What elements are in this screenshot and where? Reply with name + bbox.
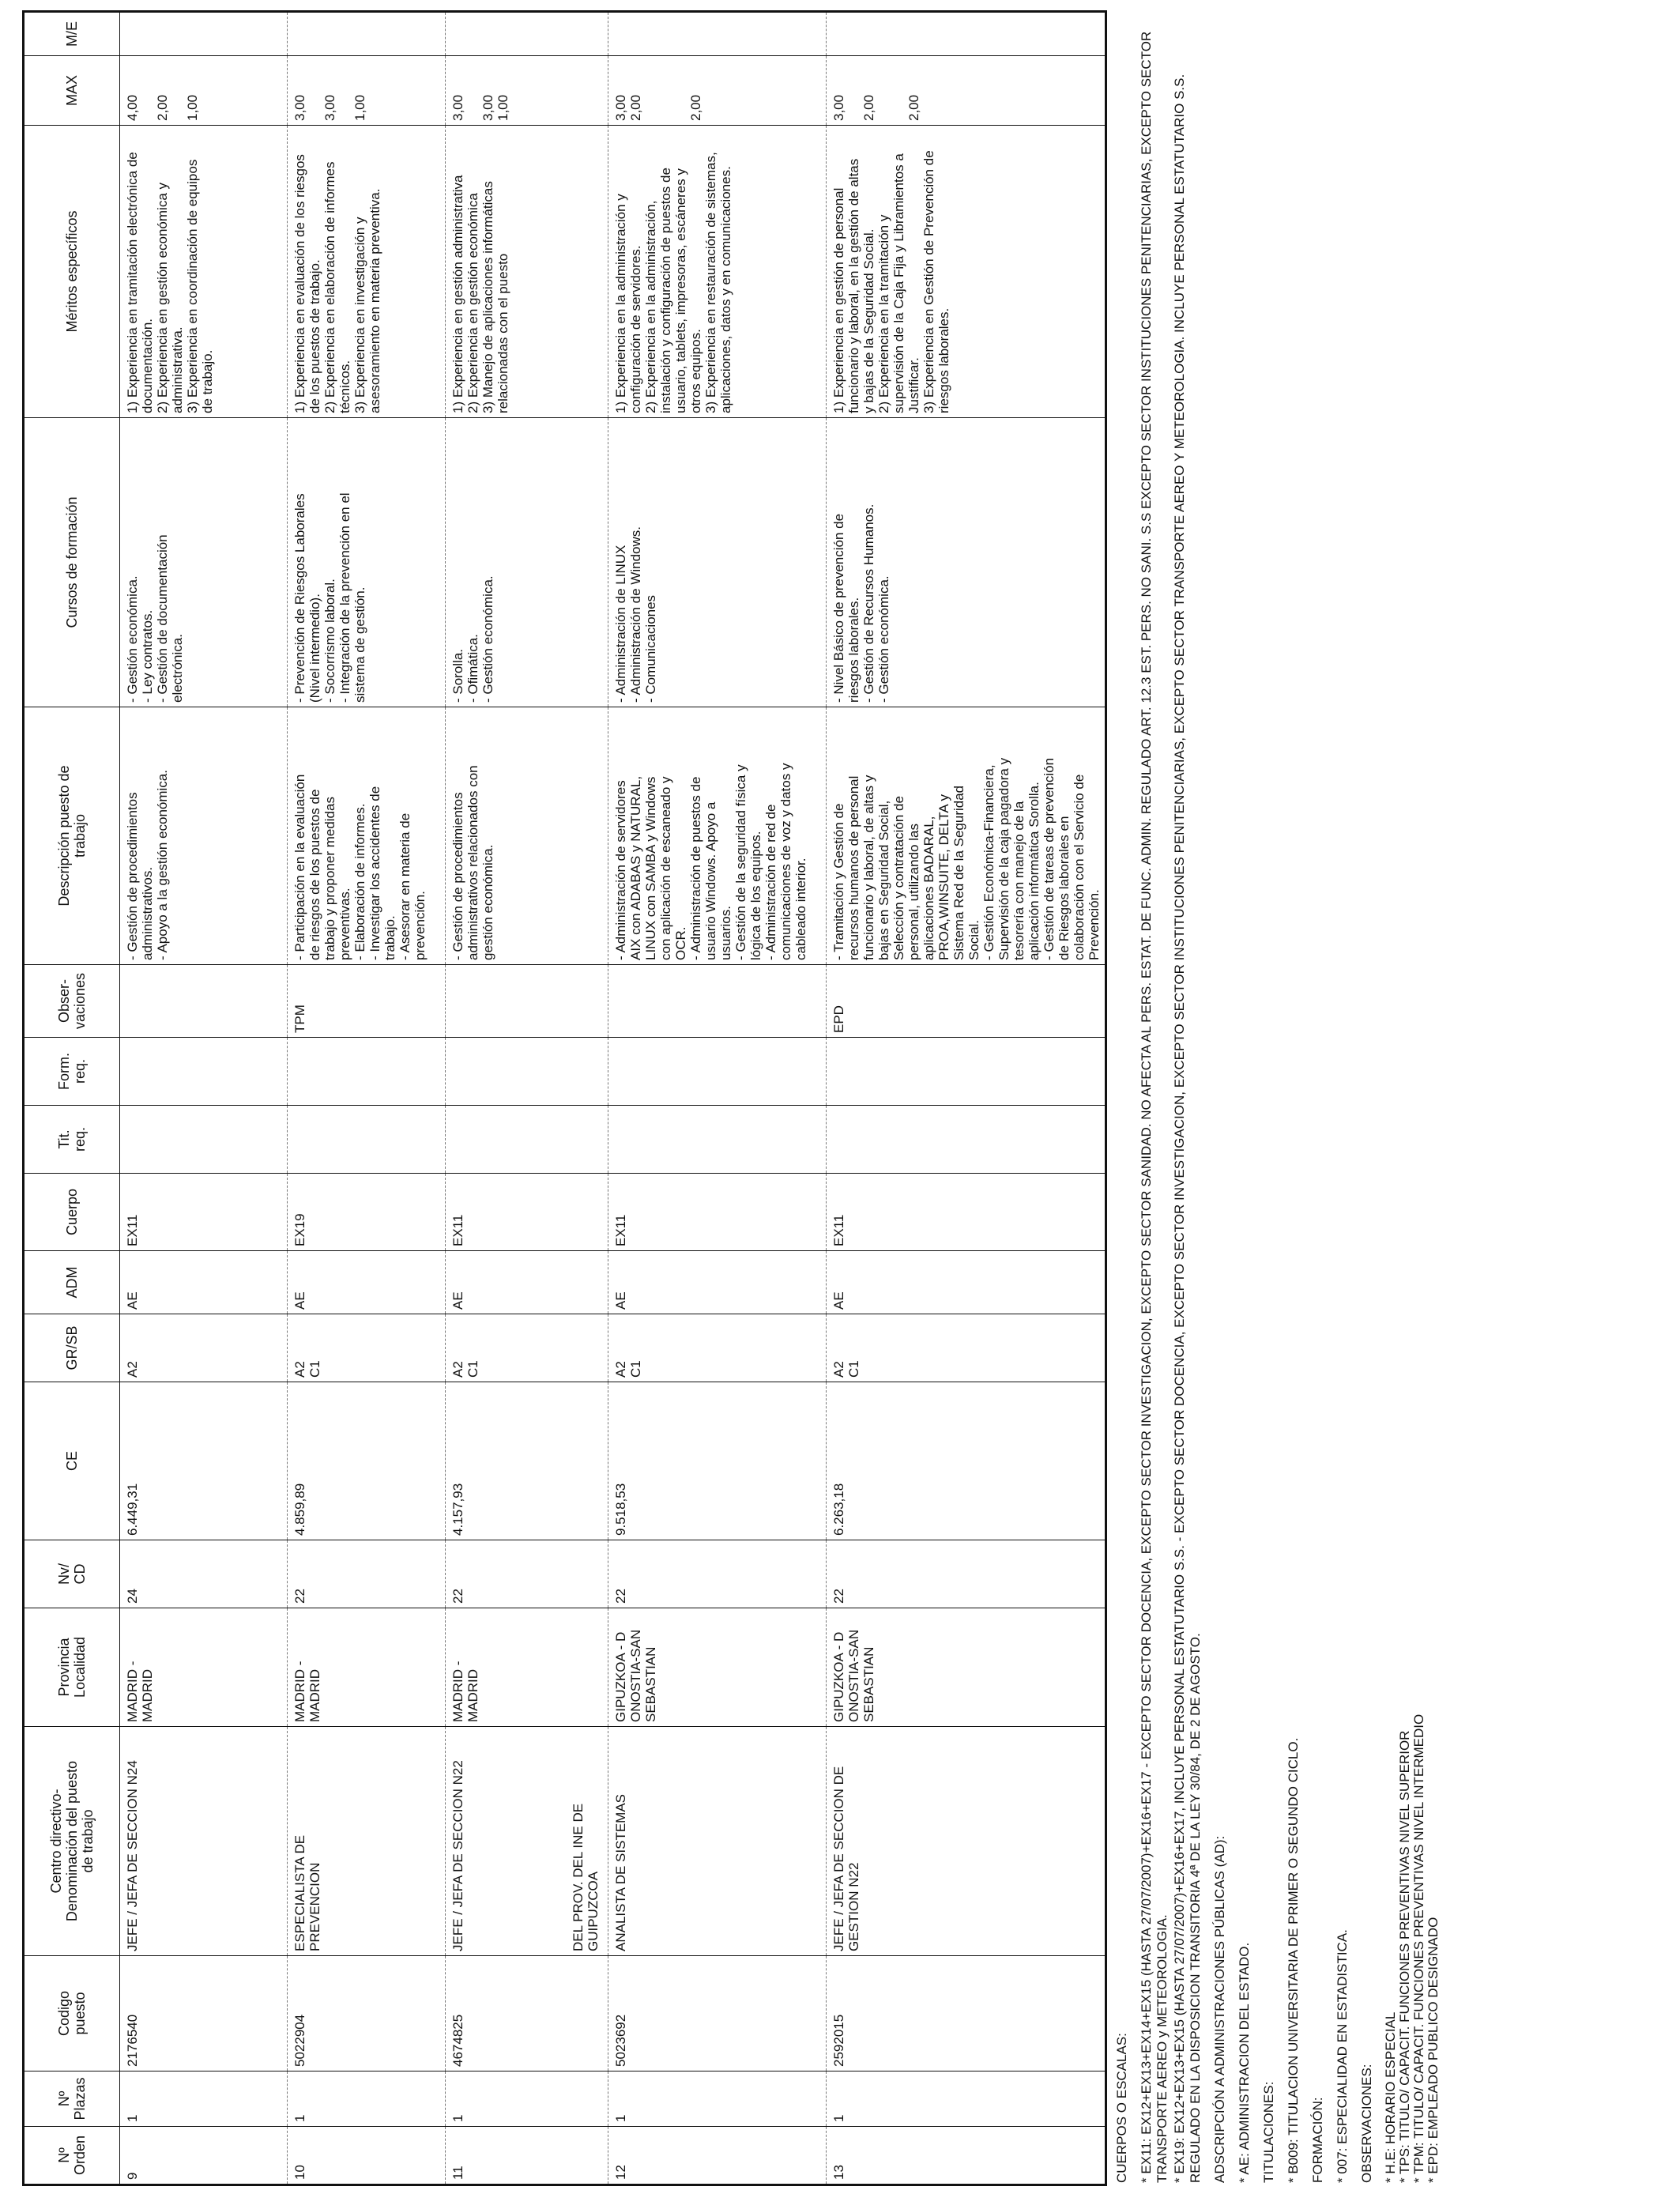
- cell-provincia: MADRID - MADRID: [446, 1608, 608, 1727]
- cell-meritos: 1) Experiencia en la administración y configuración de servidores. 2) Experiencia en la administración, instalación y configuración de puestos de usuario, tablets, impresoras, escáneres y otros equipos. 3) Experiencia en restauración de sistemas, aplicaciones, datos y en comunicaciones.: [608, 126, 827, 418]
- cell-obs: EPD: [827, 965, 1106, 1038]
- cell-codigo: 5022904: [288, 1956, 446, 2071]
- cell-orden: 12: [608, 2127, 827, 2185]
- cell-descripcion: - Administración de servidores AIX con ADABAS y NATURAL, LINUX con SAMBA y Windows con aplicación de escaneado y OCR. - Administración de puestos de usuario Windows. Apoyo a usuarios. - Gestión de la seguridad física y lógica de los equipos. - Administración de red de comunicaciones de voz y datos y cableado interior.: [608, 707, 827, 965]
- legend-observaciones-heading: OBSERVACIONES:: [1359, 2064, 1374, 2183]
- cell-obs: [608, 965, 827, 1038]
- legend-adscripcion-heading: ADSCRIPCIÓN A ADMINISTRACIONES PÚBLICAS (AD):: [1212, 1835, 1227, 2183]
- cell-grsb: A2 C1: [288, 1314, 446, 1382]
- legend-observaciones-list: * H.E: HORARIO ESPECIAL * TPS: TITULO/ CAPACIT. FUNCIONES PREVENTIVAS NIVEL SUPERIOR * TPM: TITULO/ CAPACIT. FUNCIONES PREVENTIVAS NIVEL INTERMEDIO * EPD: EMPLEADO PUBLICO DESIGNADO: [1383, 1713, 1441, 2183]
- cell-orden: 9: [120, 2127, 288, 2185]
- cell-max: 4,00 2,00 1,00: [120, 56, 288, 126]
- cell-provincia: MADRID - MADRID: [120, 1608, 288, 1727]
- cell-me: [120, 12, 288, 56]
- header-grsb: GR/SB: [24, 1314, 120, 1382]
- header-descripcion: Descripción puesto de trabajo: [24, 707, 120, 965]
- cell-max: 3,00 3,00 1,00: [446, 56, 608, 126]
- cell-descripcion: - Tramitación y Gestión de recursos humanos de personal funcionario y laboral, de altas y bajas en Seguridad Social, Selección y contratación de personal, utilizando las aplicaciones BADARAL, PROA,WINSUITE, DELTA y Sistema Red de la Seguridad Social. - Gestión Económica-Financiera, Supervisión de la caja pagadora y tesorería con manejo de la aplicación informática Sorolla. - Gestión de tareas de prevención de Riesgos laborales en colaboración con el Servicio de Prevención.: [827, 707, 1106, 965]
- table-row: [288, 12, 446, 2185]
- cell-codigo: 4674825: [446, 1956, 608, 2071]
- legend-formacion-heading: FORMACIÓN:: [1310, 2097, 1325, 2183]
- cell-form: [827, 1038, 1106, 1106]
- cell-orden: 13: [827, 2127, 1106, 2185]
- cell-nivel: 22: [827, 1540, 1106, 1608]
- cell-cursos: - Prevención de Riesgos Laborales (Nivel intermedio). - Socorrismo laboral. - Integración de la prevención en el sistema de gestión.: [288, 418, 446, 707]
- header-adm: ADM: [24, 1251, 120, 1314]
- cell-plazas: 1: [120, 2071, 288, 2127]
- cell-tit: [827, 1106, 1106, 1174]
- cell-orden: 11: [446, 2127, 608, 2185]
- cell-provincia: GIPUZKOA - D ONOSTIA-SAN SEBASTIAN: [827, 1608, 1106, 1727]
- cell-cursos: - Sorolla. - Ofimática. - Gestión económica.: [446, 418, 608, 707]
- legend-titulaciones-heading: TITULACIONES:: [1261, 2081, 1276, 2183]
- cell-cuerpo: EX19: [288, 1174, 446, 1251]
- header-nivel: Nv/ CD: [24, 1540, 120, 1608]
- cell-nivel: 24: [120, 1540, 288, 1608]
- cell-ce: 4.859,89: [288, 1382, 446, 1540]
- header-provincia: Provincia Localidad: [24, 1608, 120, 1727]
- cell-orden: 10: [288, 2127, 446, 2185]
- cell-adm: AE: [288, 1251, 446, 1314]
- cell-meritos: 1) Experiencia en tramitación electrónica de documentación. 2) Experiencia en gestión económica y administrativa. 3) Experiencia en coordinación de equipos de trabajo.: [120, 126, 288, 418]
- cell-cursos: - Nivel Básico de prevención de riesgos laborales. - Gestión de Recursos Humanos. - Gestión económica.: [827, 418, 1106, 707]
- header-obs: Obser- vaciones: [24, 965, 120, 1038]
- cell-adm: AE: [120, 1251, 288, 1314]
- positions-table: [22, 10, 1107, 2186]
- cell-codigo: 2176540: [120, 1956, 288, 2071]
- cell-max: 3,00 2,00 2,00: [827, 56, 1106, 126]
- cell-me: [827, 12, 1106, 56]
- cell-descripcion: - Participación en la evaluación de riesgos de los puestos de trabajo y proponer medidas preventivas. - Elaboración de informes. - Investigar los accidentes de trabajo. - Asesorar en materia de prevención.: [288, 707, 446, 965]
- cell-nivel: 22: [608, 1540, 827, 1608]
- cell-obs: [120, 965, 288, 1038]
- cell-descripcion: - Gestión de procedimientos administrativos relacionados con gestión económica.: [446, 707, 608, 965]
- header-cursos: Cursos de formación: [24, 418, 120, 707]
- cell-tit: [608, 1106, 827, 1174]
- header-orden: Nº Orden: [24, 2127, 120, 2185]
- cell-tit: [288, 1106, 446, 1174]
- cell-cursos: - Gestión económica. - Ley contratos. - Gestión de documentación electrónica.: [120, 418, 288, 707]
- legend-ae: * AE: ADMINISTRACION DEL ESTADO.: [1237, 1942, 1252, 2183]
- cell-codigo: 5023692: [608, 1956, 827, 2071]
- header-form: Form. req.: [24, 1038, 120, 1106]
- cell-max: 3,00 3,00 1,00: [288, 56, 446, 126]
- cell-cursos: - Administración de LINUX - Administración de Windows. - Comunicaciones: [608, 418, 827, 707]
- table-row: [120, 12, 288, 2185]
- cell-grsb: A2 C1: [608, 1314, 827, 1382]
- legend-007: * 007: ESPECIALIDAD EN ESTADISTICA.: [1335, 1929, 1350, 2183]
- table-row: [827, 12, 1106, 2185]
- cell-form: [608, 1038, 827, 1106]
- cell-obs: [446, 965, 608, 1038]
- cell-meritos: 1) Experiencia en gestión administrativa 2) Experiencia en gestión económica 3) Manejo de aplicaciones informáticas relacionadas con el puesto: [446, 126, 608, 418]
- cell-adm: AE: [608, 1251, 827, 1314]
- legend-cuerpos-heading: CUERPOS O ESCALAS:: [1114, 2033, 1129, 2183]
- cell-ce: 6.263,18: [827, 1382, 1106, 1540]
- cell-me: [446, 12, 608, 56]
- cell-me: [608, 12, 827, 56]
- header-plazas: Nº Plazas: [24, 2071, 120, 2127]
- header-max: MAX: [24, 56, 120, 126]
- cell-provincia: MADRID - MADRID: [288, 1608, 446, 1727]
- legend-ex19: * EX19: EX12+EX13+EX15 (HASTA 27/07/2007)+EX16+EX17, INCLUYE PERSONAL ESTATUTARIO S.S. - EXCEPTO SECTOR DOCENCIA, EXCEPTO SECTOR INVESTIGACION, EXCEPTO SECTOR INSTITUCIONES PENITENCIARIAS, EXCEPTO SECTOR TRANSPORTE AEREO Y METEOROLOGIA. INCLUYE PERSONAL ESTATUTARIO S.S. REGULADO EN LA DISPOSICION TRANSITORIA 4ª DE LA LEY 30/84, DE 2 DE AGOSTO.: [1172, 74, 1203, 2183]
- cell-me: [288, 12, 446, 56]
- cell-tit: [446, 1106, 608, 1174]
- header-meritos: Méritos específicos: [24, 126, 120, 418]
- cell-denominacion: JEFE / JEFA DE SECCION N22 DEL PROV. DEL INE DE GUIPUZCOA: [446, 1727, 608, 1956]
- legend-ex11: * EX11: EX12+EX13+EX14+EX15 (HASTA 27/07/2007)+EX16+EX17 - EXCEPTO SECTOR DOCENCIA, EXCEPTO SECTOR INVESTIGACION, EXCEPTO SECTOR SANIDAD. NO AFECTA AL PERS. ESTAT. DE FUNC. ADMIN. REGULADO ART. 12.3 EST. PERS. NO SANI. S.S EXCEPTO SECTOR INSTITUCIONES PENITENCIARIAS, EXCEPTO SECTOR TRANSPORTE AEREO y METEOROLOGIA.: [1139, 31, 1170, 2183]
- cell-form: [288, 1038, 446, 1106]
- cell-denominacion: JEFE / JEFA DE SECCION DE GESTION N22: [827, 1727, 1106, 1956]
- cell-plazas: 1: [446, 2071, 608, 2127]
- cell-denominacion: ESPECIALISTA DE PREVENCION: [288, 1727, 446, 1956]
- header-tit: Tit. req.: [24, 1106, 120, 1174]
- cell-adm: AE: [827, 1251, 1106, 1314]
- cell-grsb: A2: [120, 1314, 288, 1382]
- header-ce: CE: [24, 1382, 120, 1540]
- cell-max: 3,00 2,00 2,00: [608, 56, 827, 126]
- cell-plazas: 1: [608, 2071, 827, 2127]
- legend: [1114, 17, 1449, 2183]
- cell-grsb: A2 C1: [827, 1314, 1106, 1382]
- cell-cuerpo: EX11: [120, 1174, 288, 1251]
- cell-denominacion: JEFE / JEFA DE SECCION N24: [120, 1727, 288, 1956]
- cell-plazas: 1: [827, 2071, 1106, 2127]
- header-cuerpo: Cuerpo: [24, 1174, 120, 1251]
- table-row: [608, 12, 827, 2185]
- header-me: M/E: [24, 12, 120, 56]
- table-row: [446, 12, 608, 2185]
- cell-ce: 9.518,53: [608, 1382, 827, 1540]
- cell-obs: TPM: [288, 965, 446, 1038]
- cell-cuerpo: EX11: [608, 1174, 827, 1251]
- cell-nivel: 22: [288, 1540, 446, 1608]
- cell-codigo: 2592015: [827, 1956, 1106, 2071]
- cell-form: [446, 1038, 608, 1106]
- cell-meritos: 1) Experiencia en gestión de personal funcionario y laboral, en la gestión de altas y bajas de la Seguridad Social. 2) Experiencia en la tramitación y supervisión de la Caja Fija y Libramientos a Justificar. 3) Experiencia en Gestión de Prevención de riesgos laborales.: [827, 126, 1106, 418]
- cell-ce: 4.157,93: [446, 1382, 608, 1540]
- header-denominacion: Centro directivo- Denominación del puesto de trabajo: [24, 1727, 120, 1956]
- header-codigo: Codigo puesto: [24, 1956, 120, 2071]
- cell-grsb: A2 C1: [446, 1314, 608, 1382]
- cell-denominacion: ANALISTA DE SISTEMAS: [608, 1727, 827, 1956]
- cell-plazas: 1: [288, 2071, 446, 2127]
- legend-b009: * B009: TITULACION UNIVERSITARIA DE PRIMER O SEGUNDO CICLO.: [1286, 1737, 1301, 2183]
- cell-cuerpo: EX11: [446, 1174, 608, 1251]
- cell-provincia: GIPUZKOA - D ONOSTIA-SAN SEBASTIAN: [608, 1608, 827, 1727]
- cell-meritos: 1) Experiencia en evaluación de los riesgos de los puestos de trabajo. 2) Experiencia en elaboración de informes técnicos. 3) Experiencia en investigación y asesoramiento en materia preventiva.: [288, 126, 446, 418]
- cell-descripcion: - Gestión de procedimientos administrativos. - Apoyo a la gestión económica.: [120, 707, 288, 965]
- header-row: [24, 12, 120, 2185]
- cell-cuerpo: EX11: [827, 1174, 1106, 1251]
- cell-nivel: 22: [446, 1540, 608, 1608]
- cell-ce: 6.449,31: [120, 1382, 288, 1540]
- cell-adm: AE: [446, 1251, 608, 1314]
- cell-form: [120, 1038, 288, 1106]
- cell-tit: [120, 1106, 288, 1174]
